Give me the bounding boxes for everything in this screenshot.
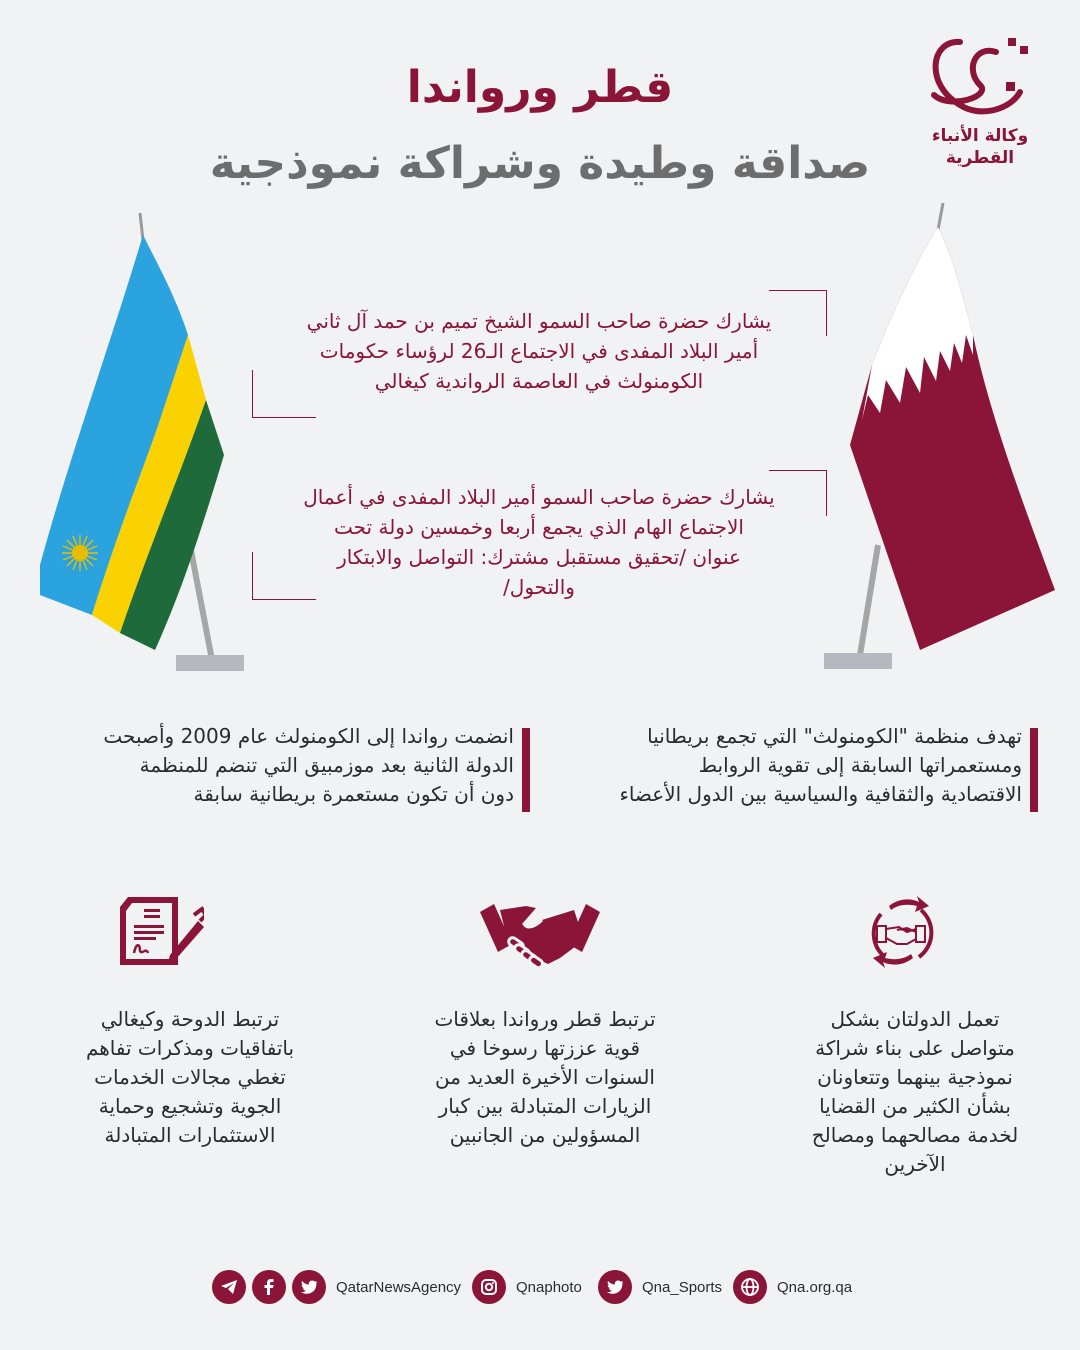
- handshake-icon: [478, 900, 602, 972]
- column-line: تعمل الدولتان بشكل: [830, 1007, 1000, 1031]
- highlight-2-line: عنوان /تحقيق مستقبل مشترك: التواصل والابتكار: [337, 545, 741, 569]
- column-text-relations: [390, 1005, 700, 1150]
- column-line: تغطي مجالات الخدمات: [94, 1065, 286, 1089]
- footer-social: [0, 1270, 1080, 1310]
- column-line: ترتبط قطر ورواندا بعلاقات: [434, 1007, 656, 1031]
- column-line: نموذجية بينهما وتتعاونان: [817, 1065, 1013, 1089]
- sun-icon: [62, 535, 98, 571]
- highlight-box-2: [252, 470, 827, 600]
- column-text-partnership: [760, 1005, 1070, 1179]
- highlight-1-line: يشارك حضرة صاحب السمو الشيخ تميم بن حمد آل ثاني: [306, 309, 772, 333]
- twitter-icon[interactable]: [598, 1270, 632, 1304]
- logo-text-line2: القطرية: [945, 148, 1015, 168]
- rwanda-flag: [40, 205, 270, 675]
- twitter-icon[interactable]: [292, 1270, 326, 1304]
- column-line: الاستثمارات المتبادلة: [104, 1123, 276, 1147]
- fact-line: انضمت رواندا إلى الكومنولث عام 2009 وأصبحت: [103, 724, 514, 748]
- social-website[interactable]: [733, 1270, 852, 1304]
- column-line: متواصل على بناء شراكة: [815, 1036, 1015, 1060]
- highlight-box-1: [252, 290, 827, 418]
- instagram-icon[interactable]: [472, 1270, 506, 1304]
- highlight-2-line: الاجتماع الهام الذي يجمع أربعا وخمسين دولة تحت: [334, 515, 744, 539]
- page-title: قطر ورواندا: [406, 62, 674, 113]
- highlight-2-line: يشارك حضرة صاحب السمو أمير البلاد المفدى في أعمال: [303, 485, 775, 509]
- highlight-1-line: أمير البلاد المفدى في الاجتماع الـ26 لرؤساء حكومات: [319, 339, 759, 363]
- column-line: قوية عززتها رسوخا في: [449, 1036, 641, 1060]
- column-line: الزيارات المتبادلة بين كبار: [438, 1094, 652, 1118]
- highlight-2-line: والتحول/: [503, 575, 575, 599]
- globe-icon[interactable]: [733, 1270, 767, 1304]
- social-handle[interactable]: Qna_Sports: [642, 1278, 723, 1296]
- fact-line: الاقتصادية والثقافية والسياسية بين الدول الأعضاء: [619, 782, 1022, 806]
- fact-rwanda-joined: [40, 722, 530, 809]
- social-handle[interactable]: QatarNewsAgency: [336, 1278, 462, 1296]
- social-handle[interactable]: Qnaphoto: [516, 1278, 582, 1296]
- fact-commonwealth-goal: [548, 722, 1038, 809]
- social-handle[interactable]: Qna.org.qa: [777, 1278, 853, 1296]
- accent-bar: [1030, 728, 1038, 812]
- telegram-icon[interactable]: [212, 1270, 246, 1304]
- fact-line: الدولة الثانية بعد موزمبيق التي تنضم للمنظمة: [139, 753, 514, 777]
- highlight-1-line: الكومنولث في العاصمة الرواندية كيغالي: [374, 369, 704, 393]
- column-line: الآخرين: [884, 1152, 946, 1176]
- column-line: الجوية وتشجيع وحماية: [98, 1094, 282, 1118]
- qna-emblem-icon: [920, 30, 1040, 125]
- facebook-icon[interactable]: [252, 1270, 286, 1304]
- column-line: المسؤولين من الجانبين: [449, 1123, 641, 1147]
- column-text-agreements: [40, 1005, 340, 1150]
- column-line: ترتبط الدوحة وكيغالي: [100, 1007, 280, 1031]
- fact-line: دون أن تكون مستعمرة بريطانية سابقة: [193, 782, 514, 806]
- column-line: السنوات الأخيرة العديد من: [435, 1065, 655, 1089]
- logo-text-line1: وكالة الأنباء: [931, 126, 1029, 146]
- accent-bar: [522, 728, 530, 812]
- column-line: باتفاقيات ومذكرات تفاهم: [85, 1036, 295, 1060]
- page-subtitle: صداقة وطيدة وشراكة نموذجية: [209, 138, 871, 189]
- column-line: بشأن الكثير من القضايا: [819, 1094, 1011, 1118]
- social-qnasports[interactable]: [598, 1270, 722, 1304]
- fact-line: ومستعمراتها السابقة إلى تقوية الروابط: [698, 753, 1022, 777]
- partnership-cycle-icon: [863, 892, 939, 976]
- social-qnaphoto[interactable]: [472, 1270, 582, 1304]
- qna-logo: [920, 30, 1050, 170]
- fact-line: تهدف منظمة "الكومنولث" التي تجمع بريطانيا: [647, 724, 1022, 748]
- qatar-flag: [810, 195, 1070, 675]
- signed-document-icon: [120, 895, 204, 971]
- social-qatarnewsagency[interactable]: [212, 1270, 461, 1304]
- column-line: لخدمة مصالحهما ومصالح: [811, 1123, 1019, 1147]
